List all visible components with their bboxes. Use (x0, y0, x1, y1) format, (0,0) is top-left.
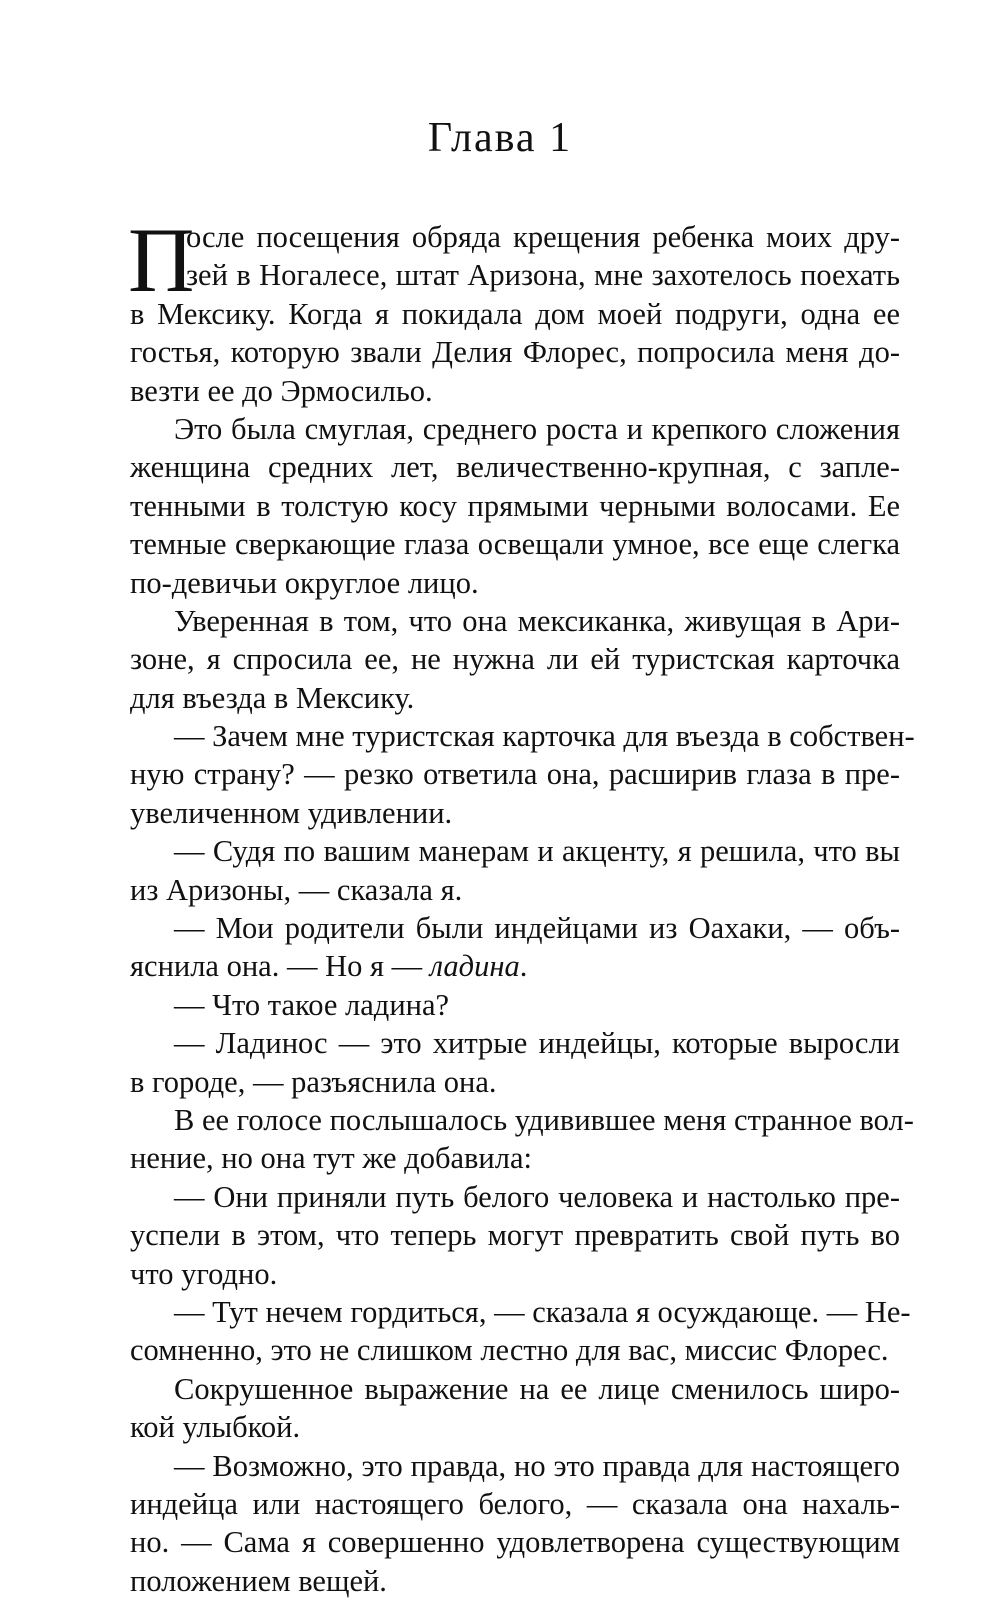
paragraph (130, 717, 900, 832)
text-line: зоне, я спросила ее, не нужна ли ей туристская карточка (130, 640, 900, 678)
text-line: кой улыбкой. (130, 1408, 900, 1446)
paragraph (130, 832, 900, 909)
text-line: увеличенном удивлении. (130, 794, 900, 832)
text-line: но. — Сама я совершенно удовлетворена существующим (130, 1523, 900, 1561)
text-line: — Они приняли путь белого человека и настолько пре- (130, 1178, 900, 1216)
text-line: в городе, — разъяснила она. (130, 1063, 900, 1101)
paragraph (130, 1101, 900, 1178)
text-line: индейца или настоящего белого, — сказала она нахаль- (130, 1485, 900, 1523)
text-line: — Зачем мне туристская карточка для въезда в собствен- (130, 717, 900, 755)
text-line: — Судя по вашим манерам и акценту, я решила, что вы (130, 832, 900, 870)
text-line: осле посещения обряда крещения ребенка моих дру- (130, 218, 900, 256)
text-line: успели в этом, что теперь могут превратить свой путь во (130, 1216, 900, 1254)
text-line: везти ее до Эрмосильо. (130, 372, 900, 410)
text-line: темные сверкающие глаза освещали умное, все еще слегка (130, 525, 900, 563)
text-line: гостья, которую звали Делия Флорес, попросила меня до- (130, 333, 900, 371)
text-line: — Возможно, это правда, но это правда для настоящего (130, 1447, 900, 1485)
text-line: Сокрушенное выражение на ее лице сменилось широ- (130, 1370, 900, 1408)
text-line: что угодно. (130, 1255, 900, 1293)
chapter-title: Глава 1 (0, 108, 1000, 168)
paragraph (130, 909, 900, 986)
text-run: . (520, 949, 528, 983)
text-line: женщина средних лет, величественно-крупная, с запле- (130, 448, 900, 486)
text-line: для въезда в Мексику. (130, 679, 900, 717)
paragraph (130, 218, 900, 410)
text-line: по-девичьи округлое лицо. (130, 564, 900, 602)
text-line: из Аризоны, — сказала я. (130, 871, 900, 909)
paragraph (130, 602, 900, 717)
text-line: тенными в толстую косу прямыми черными волосами. Ее (130, 487, 900, 525)
paragraph (130, 1447, 900, 1600)
body-text (130, 218, 900, 1600)
text-line: Это была смуглая, среднего роста и крепкого сложения (130, 410, 900, 448)
text-run: яснила она. — Но я — (130, 949, 430, 983)
paragraph (130, 986, 900, 1024)
text-line: в Мексику. Когда я покидала дом моей подруги, одна ее (130, 295, 900, 333)
paragraph (130, 410, 900, 602)
text-line (130, 947, 900, 985)
text-line: зей в Ногалесе, штат Аризона, мне захотелось поехать (130, 256, 900, 294)
text-line: положением вещей. (130, 1562, 900, 1600)
italic-word: ладина (430, 949, 520, 983)
text-line: — Ладинос — это хитрые индейцы, которые выросли (130, 1024, 900, 1062)
paragraph (130, 1024, 900, 1101)
text-line: Уверенная в том, что она мексиканка, живущая в Ари- (130, 602, 900, 640)
text-line: ную страну? — резко ответила она, расширив глаза в пре- (130, 755, 900, 793)
paragraph (130, 1178, 900, 1293)
text-line: сомненно, это не слишком лестно для вас, миссис Флорес. (130, 1331, 900, 1369)
text-line: В ее голосе послышалось удивившее меня странное вол- (130, 1101, 900, 1139)
text-line: — Что такое ладина? (130, 986, 900, 1024)
text-line: — Мои родители были индейцами из Оахаки, — объ- (130, 909, 900, 947)
paragraph (130, 1370, 900, 1447)
paragraph (130, 1293, 900, 1370)
text-line: — Тут нечем гордиться, — сказала я осуждающе. — Не- (130, 1293, 900, 1331)
drop-cap: П (128, 220, 194, 300)
text-line: нение, но она тут же добавила: (130, 1139, 900, 1177)
